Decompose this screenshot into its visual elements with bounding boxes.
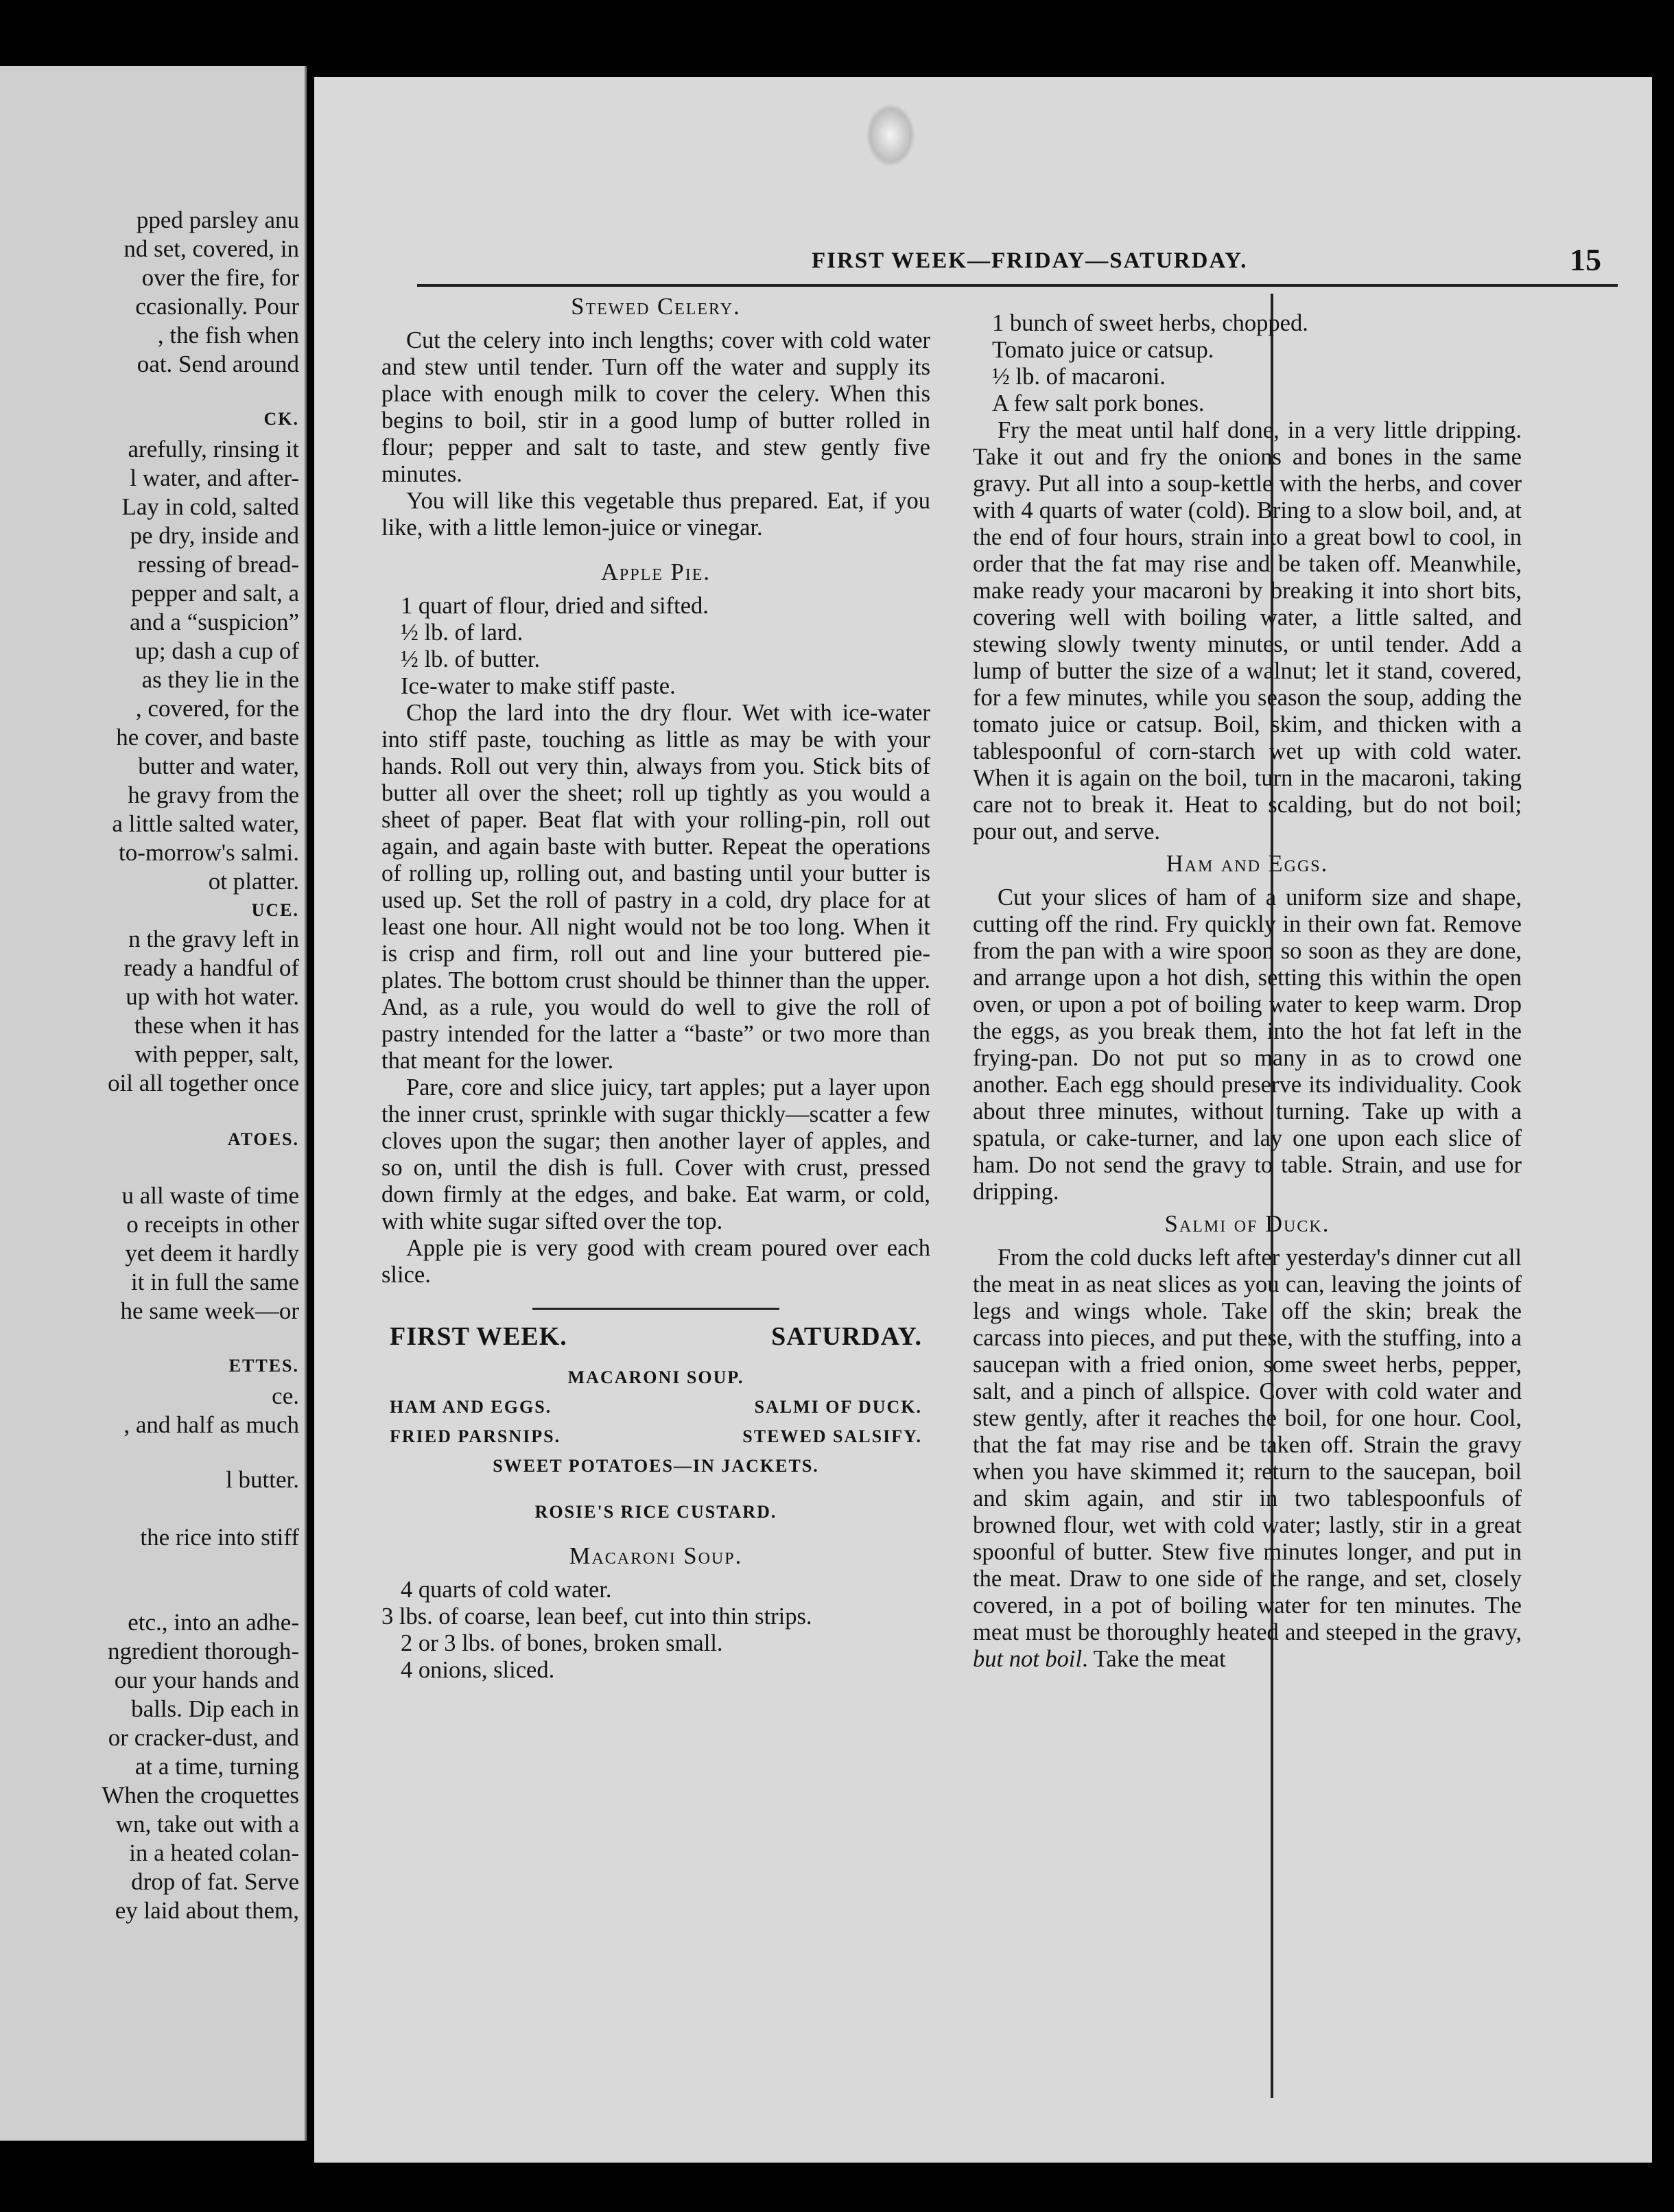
- ingredient: Ice-water to make stiff paste.: [401, 673, 676, 699]
- recipe-heading: Stewed Celery.: [571, 294, 741, 320]
- left-page-line: oil all together once: [108, 1070, 299, 1096]
- page-number: 15: [1570, 242, 1601, 277]
- left-page-line: ready a handful of: [123, 954, 299, 981]
- recipe-stewed-celery: [381, 294, 930, 541]
- left-page-line: ce.: [272, 1382, 299, 1409]
- left-page-line: a little salted water,: [112, 810, 299, 837]
- ingredient: 1 bunch of sweet herbs, chopped.: [992, 310, 1308, 336]
- paper-stain: [867, 104, 915, 166]
- paragraph: Pare, core and slice juicy, tart apples; put a layer upon the inner crust, sprinkle with sugar thickly—scatter a few cloves upon the sugar; then another layer of apples, and so on, until the dish is full. Cover with crust, pressed down firmly at the edges, and bake. Eat warm, or cold, with white sugar sifted over the top.: [381, 1074, 930, 1234]
- menu-row: [390, 1393, 922, 1420]
- text-run: From the cold ducks left after yesterday's dinner cut all the meat in as neat slices as you can, leaving the joints of legs and wings whole. Take off the skin; break the carcass into pieces, and put these, with the stuffing, into a saucepan with a fried onion, some sweet herbs, pepper, salt, and a pinch of allspice. Cover with cold water and stew gently, after it reaches the boil, for one hour. Cool, that the fat may rise and be taken off. Strain the gravy when you have skimmed it; return to the saucepan, boil and skim again, and stir in two tablespoonfuls of browned flour, wet with cold water; lastly, stir in a great spoonful of butter. Stew five minutes longer, and put in the meat. Draw to one side of the range, and set, closely covered, in a pot of boiling water for ten minutes. The meat must be thoroughly heated and steeped in the gravy,: [973, 1245, 1522, 1645]
- header-rule: [417, 284, 1618, 287]
- ingredient: ½ lb. of macaroni.: [992, 364, 1166, 390]
- right-page: [314, 77, 1652, 2163]
- menu-item: ROSIE'S RICE CUSTARD.: [534, 1502, 777, 1522]
- recipe-heading: Apple Pie.: [600, 559, 711, 585]
- left-page-line: l water, and after-: [130, 464, 299, 491]
- left-page-line: drop of fat. Serve: [131, 1868, 299, 1895]
- running-header: [417, 242, 1618, 283]
- section-rule: [532, 1308, 779, 1310]
- left-page-line: in a heated colan-: [129, 1839, 299, 1866]
- ingredient: 4 quarts of cold water.: [401, 1577, 612, 1603]
- left-page-line: o receipts in other: [126, 1211, 299, 1238]
- recipe-macaroni-soup: [381, 1543, 930, 1684]
- emphasis: but not boil: [973, 1646, 1083, 1672]
- left-page-line: n the gravy left in: [128, 926, 299, 952]
- recipe-salmi-of-duck: [973, 1211, 1522, 1673]
- left-page-line: balls. Dip each in: [131, 1695, 299, 1722]
- menu-item: FRIED PARSNIPS.: [390, 1426, 561, 1446]
- left-page-line: pepper and salt, a: [131, 580, 299, 607]
- left-page-line: to-morrow's salmi.: [119, 839, 299, 866]
- recipe-heading: Macaroni Soup.: [569, 1543, 743, 1569]
- left-page-line: etc., into an adhe-: [128, 1609, 299, 1636]
- left-page-line: and a “suspicion”: [130, 609, 299, 635]
- left-page-line: he cover, and baste: [116, 724, 299, 751]
- paragraph: You will like this vegetable thus prepared. Eat, if you like, with a little lemon-juice or vinegar.: [381, 488, 930, 541]
- ingredient: 1 quart of flour, dried and sifted.: [401, 593, 709, 619]
- menu-item: SWEET POTATOES—IN JACKETS.: [493, 1456, 819, 1476]
- left-page-line: ot platter.: [208, 868, 299, 895]
- menu-item: SALMI OF DUCK.: [754, 1397, 922, 1417]
- left-page-fragment: [0, 66, 307, 2141]
- left-page-line: pped parsley anu: [136, 207, 299, 233]
- left-page-line: he gravy from the: [128, 781, 299, 808]
- left-page-line: with pepper, salt,: [134, 1041, 299, 1068]
- recipe-heading: Salmi of Duck.: [1164, 1211, 1330, 1237]
- ingredient: 2 or 3 lbs. of bones, broken small.: [401, 1630, 723, 1656]
- text-run: . Take the meat: [1082, 1646, 1226, 1672]
- ingredient: 3 lbs. of coarse, lean beef, cut into thin strips.: [381, 1603, 812, 1629]
- recipe-ham-and-eggs: [973, 851, 1522, 1205]
- menu-list: [381, 1364, 930, 1525]
- left-page-line: ETTES.: [228, 1356, 299, 1376]
- menu-row: [390, 1423, 922, 1450]
- menu-item: STEWED SALSIFY.: [742, 1426, 922, 1446]
- left-page-line: yet deem it hardly: [125, 1240, 299, 1267]
- menu-item: HAM AND EGGS.: [390, 1397, 552, 1417]
- saturday-menu: [381, 1323, 930, 1525]
- right-column: [973, 310, 1522, 1673]
- left-page-line: ey laid about them,: [115, 1897, 299, 1924]
- left-page-line: ngredient thorough-: [108, 1638, 299, 1664]
- left-page-line: u all waste of time: [121, 1182, 299, 1209]
- left-page-line: CK.: [263, 409, 299, 429]
- left-page-line: over the fire, for: [141, 264, 299, 291]
- left-page-line: wn, take out with a: [115, 1811, 299, 1837]
- recipe-apple-pie: [381, 559, 930, 1289]
- left-page-line: at a time, turning: [134, 1753, 299, 1780]
- left-page-line: UCE.: [251, 900, 299, 920]
- left-page-line: up with hot water.: [126, 983, 299, 1010]
- ingredient: 4 onions, sliced.: [401, 1657, 555, 1683]
- paragraph: Chop the lard into the dry flour. Wet with ice-water into stiff paste, touching as little as may be with your hands. Roll out very thin, always from you. Stick bits of butter all over the sheet; roll up tightly as you would a sheet of paper. Beat flat with your rolling-pin, roll out again, and again baste with butter. Repeat the operations of rolling up, rolling out, and basting until your butter is used up. Set the roll of pastry in a cold, dry place for at least one hour. All night would not be too long. When it is crisp and firm, roll out and line your buttered pie-plates. The bottom crust should be thinner than the upper. And, as a rule, you would do well to give the roll of pastry intended for the latter a “baste” or two more than that meant for the lower.: [381, 700, 930, 1074]
- left-page-line: pe dry, inside and: [130, 522, 299, 549]
- left-page-line: ressing of bread-: [137, 551, 299, 578]
- paragraph: Fry the meat until half done, in a very little dripping. Take it out and fry the onions and bones in the same gravy. Put all into a soup-kettle with the herbs, and cover with 4 quarts of water (cold). Bring to a slow boil, and, at the end of four hours, strain into a great bowl to cool, in order that the fat may rise and be taken off. Meanwhile, make ready your macaroni by breaking it into short bits, covering well with boiling water, a little salted, and stewing slowly twenty minutes, or until tender. Add a lump of butter the size of a walnut; let it stand, covered, for a few minutes, while you season the soup, adding the tomato juice or catsup. Boil, skim, and thicken with a tablespoonful of corn-starch wet up with cold water. When it is again on the boil, turn in the macaroni, taking care not to break it. Heat to scalding, but do not boil; pour out, and serve.: [973, 417, 1522, 845]
- left-column: [381, 288, 930, 1684]
- ingredient: ½ lb. of butter.: [401, 646, 541, 672]
- left-page-line: the rice into stiff: [140, 1524, 299, 1551]
- left-page-line: or cracker-dust, and: [108, 1724, 299, 1751]
- left-page-line: When the croquettes: [102, 1782, 299, 1809]
- paragraph: Apple pie is very good with cream poured over each slice.: [381, 1235, 930, 1288]
- recipe-heading: Ham and Eggs.: [1166, 851, 1329, 877]
- ingredient: ½ lb. of lard.: [401, 620, 523, 646]
- left-page-line: up; dash a cup of: [134, 637, 299, 664]
- left-page-line: as they lie in the: [141, 666, 299, 693]
- left-page-line: Lay in cold, salted: [121, 493, 299, 520]
- menu-item: MACARONI SOUP.: [567, 1367, 744, 1387]
- left-page-line: our your hands and: [114, 1667, 299, 1693]
- left-page-line: , the fish when: [157, 322, 299, 349]
- ingredient: Tomato juice or catsup.: [992, 337, 1214, 363]
- running-title: FIRST WEEK—FRIDAY—SATURDAY.: [812, 248, 1248, 273]
- left-page-line: , covered, for the: [135, 695, 299, 722]
- week-label: FIRST WEEK.: [390, 1322, 567, 1351]
- week-heading: [390, 1323, 922, 1350]
- left-page-line: he same week—or: [120, 1297, 299, 1324]
- day-label: SATURDAY.: [771, 1322, 922, 1351]
- left-page-line: ATOES.: [227, 1129, 299, 1149]
- recipe-macaroni-soup-continued: [973, 310, 1522, 845]
- paragraph: [973, 1245, 1522, 1673]
- left-page-line: these when it has: [134, 1012, 299, 1039]
- left-page-line: ccasionally. Pour: [135, 293, 299, 320]
- left-page-line: it in full the same: [131, 1269, 299, 1295]
- paragraph: Cut the celery into inch lengths; cover with cold water and stew until tender. Turn off the water and supply its place with enough milk to cover the celery. When this begins to boil, stir in a good lump of butter rolled in flour; pepper and salt to taste, and stew gently five minutes.: [381, 327, 930, 487]
- left-page-line: l butter.: [226, 1466, 299, 1493]
- ingredient: A few salt pork bones.: [992, 390, 1205, 416]
- left-page-line: arefully, rinsing it: [128, 436, 299, 462]
- left-page-line: nd set, covered, in: [123, 235, 299, 262]
- left-page-line: oat. Send around: [137, 351, 299, 377]
- paragraph: Cut your slices of ham of a uniform size and shape, cutting off the rind. Fry quickly in their own fat. Remove from the pan with a wire spoon so soon as they are done, and arrange upon a hot dish, setting this within the open oven, or upon a pot of boiling water to keep warm. Drop the eggs, as you break them, into the hot fat left in the frying-pan. Do not put so many in as to crowd one another. Each egg should preserve its individuality. Cook about three minutes, without turning. Take up with a spatula, or cake-turner, and lay one upon each slice of ham. Do not send the gravy to table. Strain, and use for dripping.: [973, 884, 1522, 1205]
- left-page-line: butter and water,: [138, 753, 299, 779]
- left-page-line: , and half as much: [123, 1411, 299, 1438]
